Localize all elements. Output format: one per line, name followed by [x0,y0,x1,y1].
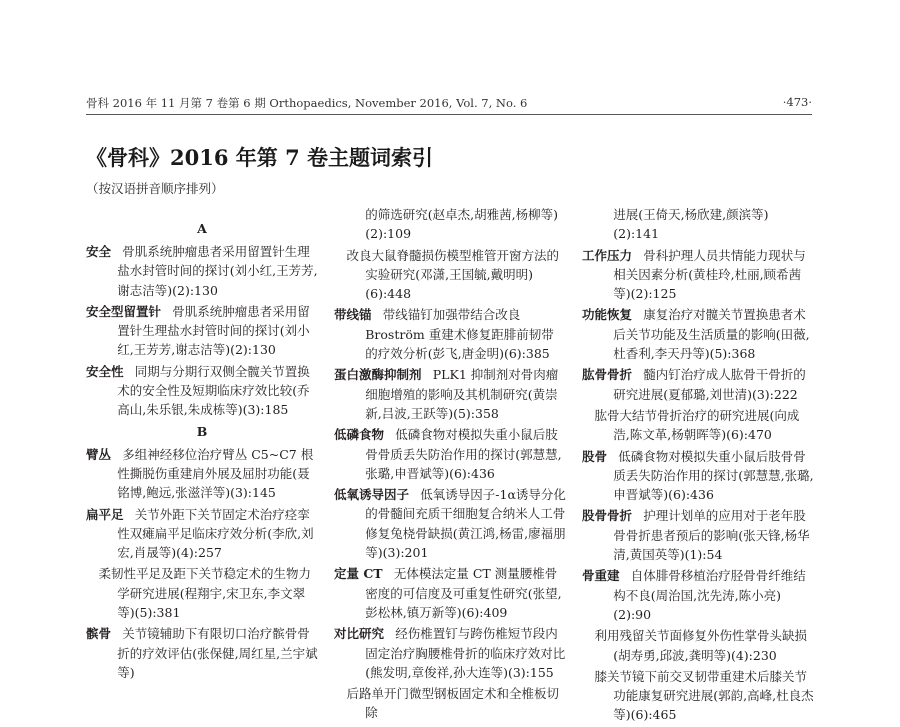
index-subentry [334,246,566,304]
index-term: 髌骨 [86,626,112,642]
index-entry [582,365,814,404]
index-entry [582,246,814,304]
index-entry [86,242,318,300]
index-column-3 [582,205,814,727]
entry-text: 进展(王倚天,杨欣建,颜滨等)(2):141 [613,207,769,242]
entry-text: 骨科护理人员共情能力现状与相关因素分析(黄桂玲,杜丽,顾希茜等)(2):125 [613,247,806,302]
index-entry [86,505,318,563]
entry-text: 髓内钉治疗成人肱骨干骨折的研究进展(夏郁璐,刘世清)(3):222 [613,367,806,402]
entry-text: 护理计划单的应用对于老年股骨骨折患者预后的影响(张天锋,杨华清,黄国英等)(1):54 [613,508,810,563]
index-term: 蛋白激酶抑制剂 [334,367,422,383]
entry-text: 低磷食物对模拟失重小鼠后肢骨骨质丢失防治作用的探讨(郭慧慧,张璐,申晋斌等)(6):436 [613,448,814,503]
index-term: 骨重建 [582,568,620,584]
index-term: 定量 CT [334,566,383,582]
entry-text: 骨肌系统肿瘤患者采用留置针生理盐水封管时间的探讨(刘小红,王芳芳,谢志洁等)(2):130 [117,303,310,358]
index-term: 安全型留置针 [86,303,162,319]
entry-text: 无体模法定量 CT 测量腰椎骨密度的可信度及可重复性研究(张望,彭松林,镇万新等)(6):409 [365,566,562,620]
index-entry [582,305,814,363]
index-subentry [334,684,566,723]
index-entry [334,564,566,622]
section-letter: B [196,423,208,439]
entry-text: 肱骨大结节骨折治疗的研究进展(向成浩,陈文革,杨朝晖等)(6):470 [594,407,800,443]
index-subentry [582,667,814,725]
index-entry [334,425,566,483]
page-number: ·473· [782,95,812,109]
index-subentry [582,406,814,445]
index-entry [86,362,318,420]
page-subtitle: （按汉语拼音顺序排列） [86,181,224,196]
index-entry [86,302,318,360]
index-subentry [582,205,814,244]
index-entry [334,624,566,682]
index-subentry [86,564,318,622]
index-entry [86,624,318,682]
entry-text: 低氧诱导因子-1α诱导分化的骨髓间充质干细胞复合纳米人工骨修复兔桡骨缺损(黄江鸿,杨雷,廖福朋等)(3):201 [365,487,566,561]
index-term: 臂丛 [86,446,112,462]
entry-text: 同期与分期行双侧全髋关节置换术的安全性及短期临床疗效比较(乔高山,朱乐银,朱成栋等)(3):185 [117,363,310,418]
section-letter: A [197,221,207,236]
page-title: 《骨科》2016 年第 7 卷主题词索引 [86,145,433,170]
header-rule [86,114,812,115]
index-column-1 [86,219,318,684]
index-term: 带线锚 [334,307,372,323]
entry-text: 多组神经移位治疗臂丛 C5~C7 根性撕脱伤重建肩外展及屈肘功能(聂铭博,鲍远,张滋洋等)(3):145 [117,446,314,501]
entry-text: 自体腓骨移植治疗胫骨骨纤维结构不良(周治国,沈先涛,陈小亮)(2):90 [613,568,806,622]
index-term: 肱骨骨折 [582,367,633,383]
index-term: 股骨 [582,448,608,464]
entry-text: 关节外距下关节固定术治疗痉挛性双瘫扁平足临床疗效分析(李欣,刘宏,肖晟等)(4):257 [117,506,314,561]
journal-citation: 骨科 2016 年 11 月第 7 卷第 6 期 Orthopaedics, November 2016, Vol. 7, No. 6 [86,96,528,110]
entry-text: 利用残留关节面修复外伤性掌骨头缺损(胡寿勇,邱波,龚明等)(4):230 [594,628,808,663]
index-entry [86,445,318,503]
index-term: 扁平足 [86,506,124,522]
index-term: 低磷食物 [334,427,385,443]
entry-text: 低磷食物对模拟失重小鼠后肢骨骨质丢失防治作用的探讨(郭慧慧,张璐,申晋斌等)(6):436 [365,427,562,481]
entry-text: PLK1 抑制剂对骨肉瘤细胞增殖的影响及其机制研究(黄崇新,吕波,王跃等)(5):358 [365,367,559,421]
entry-text: 后路单开门微型钢板固定术和全椎板切除 [346,686,560,721]
index-entry [582,566,814,624]
entry-text: 柔韧性平足及距下关节稳定术的生物力学研究进展(程翔宇,宋卫东,李文翠等)(5):381 [98,566,312,621]
index-term: 对比研究 [334,626,385,642]
entry-text: 带线锚钉加强带结合改良 Broström 重建术修复距腓前韧带的疗效分析(彭飞,唐金明)(6):385 [365,307,554,362]
entry-text: 改良大鼠脊髓损伤模型椎管开窗方法的实验研究(邓潇,王国毓,戴明明)(6):448 [346,247,560,302]
index-entry [334,365,566,423]
index-entry [334,305,566,363]
index-term: 股骨骨折 [582,508,633,524]
index-term: 安全性 [86,363,124,379]
entry-text: 经伤椎置钉与跨伤椎短节段内固定治疗胸腰椎骨折的临床疗效对比(熊发明,章俊祥,孙大连等)(3):155 [365,626,566,680]
entry-text: 康复治疗对髋关节置换患者术后关节功能及生活质量的影响(田薇,杜香利,李天丹等)(5):368 [613,307,810,362]
index-entry [582,447,814,505]
entry-text: 膝关节镜下前交叉韧带重建术后膝关节功能康复研究进展(郭韵,高峰,杜良杰等)(6):465 [594,668,814,723]
entry-text: 的筛选研究(赵卓杰,胡雅茜,杨柳等)(2):109 [365,207,558,242]
index-column-2 [334,205,566,725]
index-entry [582,506,814,564]
index-subentry [334,205,566,244]
index-entry [334,485,566,562]
index-subentry [582,626,814,665]
entry-text: 关节镜辅助下有限切口治疗髌骨骨折的疗效评估(张保健,周红星,兰宇斌等) [117,626,318,680]
index-term: 低氧诱导因子 [334,487,410,503]
entry-text: 骨肌系统肿瘤患者采用留置针生理盐水封管时间的探讨(刘小红,王芳芳,谢志洁等)(2):130 [117,244,318,298]
index-term: 工作压力 [582,247,633,263]
index-term: 功能恢复 [582,307,633,323]
index-term: 安全 [86,244,112,259]
